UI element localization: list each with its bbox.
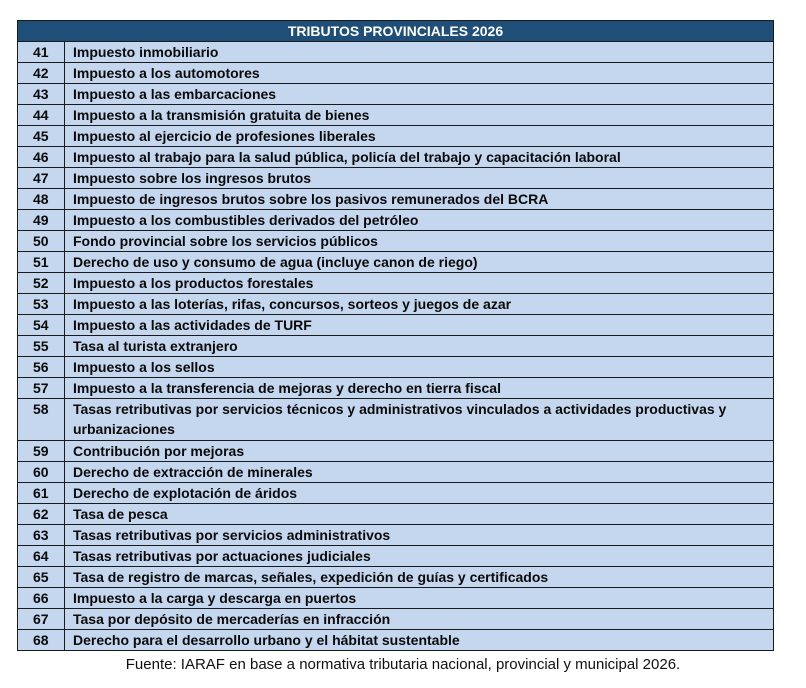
table-row (18, 630, 774, 651)
row-number: 44 (18, 105, 65, 126)
row-description: Impuesto a las actividades de TURF (65, 315, 774, 336)
row-number: 49 (18, 210, 65, 231)
row-number: 63 (18, 525, 65, 546)
row-description: Derecho para el desarrollo urbano y el hábitat sustentable (65, 630, 774, 651)
row-number: 54 (18, 315, 65, 336)
row-number: 55 (18, 336, 65, 357)
tributes-table-container (17, 20, 773, 651)
row-number: 51 (18, 252, 65, 273)
table-row (18, 483, 774, 504)
table-row (18, 126, 774, 147)
row-number: 62 (18, 504, 65, 525)
row-number: 47 (18, 168, 65, 189)
table-row (18, 210, 774, 231)
row-number: 50 (18, 231, 65, 252)
row-number: 61 (18, 483, 65, 504)
row-description: Impuesto a las embarcaciones (65, 84, 774, 105)
table-row (18, 105, 774, 126)
table-row (18, 336, 774, 357)
row-description: Impuesto sobre los ingresos brutos (65, 168, 774, 189)
table-row (18, 294, 774, 315)
row-description: Impuesto al trabajo para la salud pública, policía del trabajo y capacitación laboral (65, 147, 774, 168)
row-description: Derecho de uso y consumo de agua (incluye canon de riego) (65, 252, 774, 273)
table-row (18, 462, 774, 483)
row-number: 58 (18, 399, 65, 441)
table-row (18, 231, 774, 252)
row-description: Tasa de registro de marcas, señales, expedición de guías y certificados (65, 567, 774, 588)
row-number: 52 (18, 273, 65, 294)
table-row (18, 567, 774, 588)
table-row (18, 504, 774, 525)
table-row (18, 252, 774, 273)
row-description: Tasa de pesca (65, 504, 774, 525)
row-number: 45 (18, 126, 65, 147)
row-number: 65 (18, 567, 65, 588)
row-description: Impuesto a la transferencia de mejoras y derecho en tierra fiscal (65, 378, 774, 399)
table-row (18, 588, 774, 609)
table-row (18, 399, 774, 441)
table-row (18, 189, 774, 210)
table-row (18, 42, 774, 63)
table-row (18, 546, 774, 567)
row-description: Derecho de explotación de áridos (65, 483, 774, 504)
row-description: Impuesto a los automotores (65, 63, 774, 84)
row-number: 48 (18, 189, 65, 210)
row-number: 64 (18, 546, 65, 567)
table-row (18, 315, 774, 336)
table-title: TRIBUTOS PROVINCIALES 2026 (18, 21, 774, 42)
row-description: Impuesto al ejercicio de profesiones liberales (65, 126, 774, 147)
row-number: 56 (18, 357, 65, 378)
table-row (18, 63, 774, 84)
table-body (18, 42, 774, 651)
row-description: Derecho de extracción de minerales (65, 462, 774, 483)
row-description: Impuesto a los sellos (65, 357, 774, 378)
table-row (18, 147, 774, 168)
row-description: Tasa al turista extranjero (65, 336, 774, 357)
row-description: Tasas retributivas por servicios técnicos y administrativos vinculados a actividades productivas y urbanizaciones (65, 399, 774, 441)
row-description: Impuesto a las loterías, rifas, concursos, sorteos y juegos de azar (65, 294, 774, 315)
table-header-row (18, 21, 774, 42)
row-description: Impuesto a los productos forestales (65, 273, 774, 294)
row-description: Fondo provincial sobre los servicios públicos (65, 231, 774, 252)
table-row (18, 441, 774, 462)
row-description: Impuesto inmobiliario (65, 42, 774, 63)
row-description: Tasas retributivas por actuaciones judiciales (65, 546, 774, 567)
table-row (18, 525, 774, 546)
row-description: Contribución por mejoras (65, 441, 774, 462)
row-description: Impuesto de ingresos brutos sobre los pasivos remunerados del BCRA (65, 189, 774, 210)
table-row (18, 609, 774, 630)
row-number: 42 (18, 63, 65, 84)
row-number: 43 (18, 84, 65, 105)
table-row (18, 378, 774, 399)
table-row (18, 357, 774, 378)
row-number: 68 (18, 630, 65, 651)
row-number: 53 (18, 294, 65, 315)
table-row (18, 168, 774, 189)
row-description: Impuesto a la transmisión gratuita de bienes (65, 105, 774, 126)
row-number: 60 (18, 462, 65, 483)
row-number: 41 (18, 42, 65, 63)
row-description: Tasas retributivas por servicios administrativos (65, 525, 774, 546)
row-number: 59 (18, 441, 65, 462)
table-row (18, 273, 774, 294)
row-number: 46 (18, 147, 65, 168)
row-number: 57 (18, 378, 65, 399)
row-number: 66 (18, 588, 65, 609)
source-note: Fuente: IARAF en base a normativa tributaria nacional, provincial y municipal 2026. (125, 656, 681, 673)
row-description: Impuesto a los combustibles derivados del petróleo (65, 210, 774, 231)
row-number: 67 (18, 609, 65, 630)
tributes-table (17, 20, 774, 651)
table-row (18, 84, 774, 105)
row-description: Impuesto a la carga y descarga en puertos (65, 588, 774, 609)
row-description: Tasa por depósito de mercaderías en infracción (65, 609, 774, 630)
